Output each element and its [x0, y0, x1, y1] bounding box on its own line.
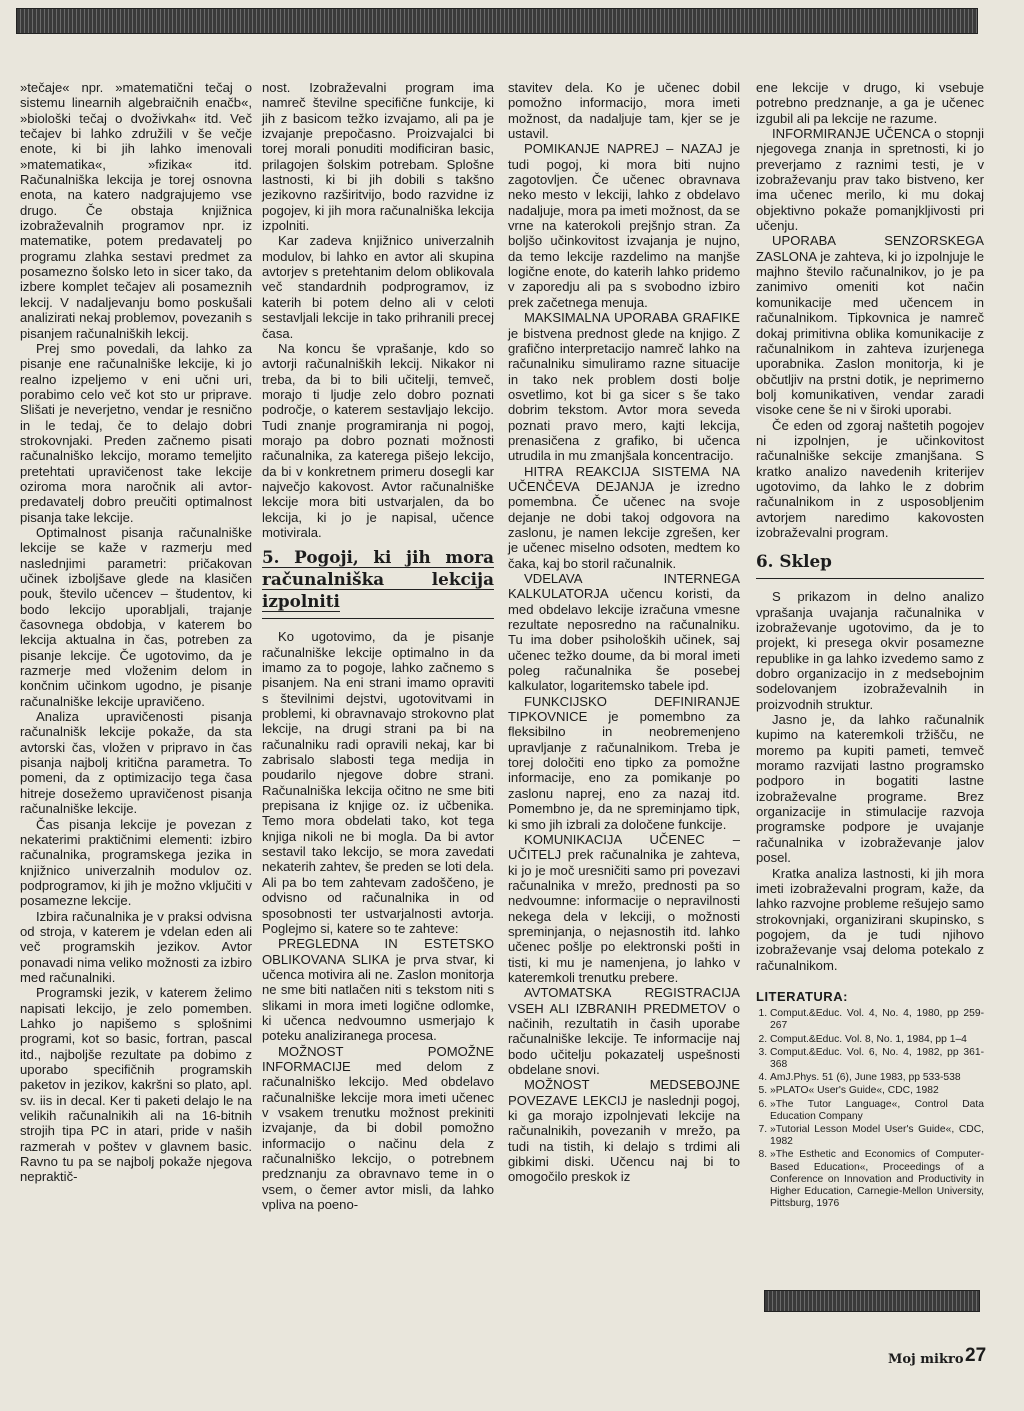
- reference-item: 6. »The Tutor Language«, Control Data Education Company: [770, 1099, 984, 1123]
- paragraph: Prej smo povedali, da lahko za pisanje ene računalniške lekcije, ki jo realno izpeljemo v eni učni uri, porabimo celo več kot sto ur priprave. Slišati je neverjetno, vendar je resnično in le tedaj, če to delajo dobri strokovnjaki. Preden začnemo pisati računalniško lekcijo, moramo temeljito pretehtati upravičenost take lekcije oziroma mora naročnik ali avtor-predavatelj dobro preučiti optimalnost pisanja take lekcije.: [20, 340, 252, 525]
- paragraph: PREGLEDNA IN ESTETSKO OBLIKOVANA SLIKA je prva stvar, ki učenca motivira ali ne. Zaslon monitorja ne sme biti natlačen niti s tekstom niti s slikami in mora imeti logične odlomke, ki učenca nedvoumno usmerjajo k poteku analiziranega procesa.: [262, 936, 494, 1044]
- reference-item: 8. »The Esthetic and Economics of Computer-Based Education«, Proceedings of a Conference on Innovation and Productivity in Higher Education, Carnegie-Mellon University, Pittsburg, 1976: [770, 1149, 984, 1210]
- top-decorative-bar: [16, 8, 978, 34]
- paragraph: Če eden od zgoraj naštetih pogojev ni izpolnjen, je učinkovitost računalniške sekcije zmanjšana. S kratko analizo navedenih kriterijev ugotovimo, da lahko le z dobrim računalnikom in z usposobljenim avtorjem naredimo kakovosten izobraževalni program.: [756, 417, 984, 540]
- section-6-heading: 6. Sklep: [756, 551, 832, 572]
- paragraph: Kratka analiza lastnosti, ki jih mora imeti izobraževalni program, kaže, da lahko razvojne probleme rešujejo samo strokovnjaki, organizirani skupinsko, s pogojem, da je tudi njihovo izobraževanje vsaj deloma potekalo z računalnikom.: [756, 865, 984, 973]
- paragraph: Jasno je, da lahko računalnik kupimo na kateremkoli tržišču, ne moremo pa kupiti pameti, temveč moramo razvijati lastno programsko podporo in bogatiti lastne izobraževalne programe. Brez organizacije in stimulacije razvoja programske podpore je uvajanje računalnika v izobraževanje jalov posel.: [756, 712, 984, 866]
- page-number: 27: [965, 1345, 987, 1366]
- magazine-name: Moj mikro: [888, 1352, 964, 1367]
- column-1: [20, 80, 252, 1185]
- column-2: [262, 80, 494, 1212]
- bottom-decorative-bar: [764, 1290, 980, 1312]
- paragraph: POMIKANJE NAPREJ – NAZAJ je tudi pogoj, ki mora biti nujno zagotovljen. Če učenec obravnava neko mesto v lekciji, lahko z obdelavo nadaljuje, mora pa imeti možnost, da se vrne na katerokoli prejšnjo stran. Za boljšo učinkovitost izvajanja je nujno, da temo lekcije razdelimo na manjše logične enote, do katerih lahko pridemo v zaporedju ali pa s svobodno izbiro prek začetnega menuja.: [508, 141, 740, 310]
- paragraph: Izbira računalnika je v praksi odvisna od stroja, v katerem je vdelan eden ali več programskih jezikov. Avtor ponavadi nima veliko možnosti za izbiro med računalniki.: [20, 908, 252, 985]
- paragraph: stavitev dela. Ko je učenec dobil pomožno informacijo, mora imeti možnost, da nadaljuje tam, kjer se je ustavil.: [508, 80, 740, 142]
- heading-rule: [262, 618, 494, 619]
- reference-item: 2. Comput.&Educ. Vol. 8, No. 1, 1984, pp 1–4: [770, 1034, 984, 1046]
- paragraph: MOŽNOST POMOŽNE INFORMACIJE med delom z računalniško lekcijo. Med obdelavo računalniške lekcije mora imeti učenec v vsakem trenutku možnost prekiniti izvajanje, da bi dobil pomožno informacijo o načinu dela z računalniško lekcijo, o potrebnem predznanju za obravnavo teme in o vsem, o čemer avtor misli, da lahko vpliva na poeno-: [262, 1043, 494, 1213]
- paragraph: Programski jezik, v katerem želimo napisati lekcijo, je zelo pomemben. Lahko jo napišemo s splošnimi programi, kot so basic, fortran, pascal itd., najboljše rezultate pa dobimo z uporabo specifičnih programskih paketov in jezikov, kakršni so plato, apl. sv. iis in decal. Ker ti paketi delajo le na velikih računalnikih ali na 16-bitnih strojih tipa PC in atari, pride v naših razmerah v poštev v glavnem basic. Ravno tu pa se najbolj pokaže njegova nepraktič-: [20, 985, 252, 1185]
- reference-item: 7. »Tutorial Lesson Model User's Guide«, CDC, 1982: [770, 1124, 984, 1148]
- paragraph: nost. Izobraževalni program ima namreč številne specifične funkcije, ki jih z basicom težko izvajamo, ali pa je izvajanje prepočasno. Proizvajalci bi torej morali ponuditi modificiran basic, prilagojen šolskim potrebam. Splošne lastnosti, ki bi jih dobili s takšno jezikovno razširitvijo, bodo razvidne iz pogojev, ki jih mora računalniška lekcija izpolniti.: [262, 80, 494, 234]
- paragraph: FUNKCIJSKO DEFINIRANJE TIPKOVNICE je pomembno za fleksibilno in neobremenjeno upravljanje z računalnikom. Treba je torej določiti eno tipko za pomožne informacije, eno za pomikanje po zaslonu naprej, eno za nazaj itd. Pomembno je, da ne spreminjamo tipk, ki smo jih izbrali za določene funkcije.: [508, 693, 740, 832]
- section-5-heading: 5. Pogoji, ki jih mora računalniška lekcija izpolniti: [262, 547, 494, 612]
- reference-item: 5. »PLATO« User's Guide«, CDC, 1982: [770, 1085, 984, 1097]
- paragraph: Analiza upravičenosti pisanja računalnišk lekcije pokaže, da sta avtorski čas, vložen v pripravo in čas pisanja najbolj kritična parametra. To pomeni, da z optimizacijo tega časa hitreje dosežemo upravičenost pisanja računalniške lekcije.: [20, 709, 252, 817]
- column-3: [508, 80, 740, 1185]
- paragraph: Ko ugotovimo, da je pisanje računalniške lekcije optimalno in da imamo za to pogoje, lahko začnemo s pisanjem. Na eni strani imamo opraviti s številnimi dejstvi, ugotovitvami in problemi, ki obravnavajo strokovno plat lekcije, na drugi strani pa bi na računalniku radi opravili nekaj, kar bi zabrisalo slabosti tega medija in poudarilo njegove dobre strani. Računalniška lekcija očitno ne sme biti prepisana iz knjige oz. iz učbenika. Temo mora obdelati tako, kot tega knjiga nikoli ne bi mogla. Da bi avtor sestavil tako lekcijo, se mora zavedati nekaterih zahtev, še preden se loti dela. Ali pa bo tem zahtevam zadoščeno, je odvisno od računalnika in od sposobnosti ter ustvarjalnosti avtorja. Poglejmo si, katere so te zahteve:: [262, 629, 494, 936]
- paragraph: AVTOMATSKA REGISTRACIJA VSEH ALI IZBRANIH PREDMETOV o načinih, rezultatih in časih uporabe računalniške lekcije. Te informacije naj bodo učitelju pokazatelj uspešnosti obdelane snovi.: [508, 985, 740, 1077]
- paragraph: MOŽNOST MEDSEBOJNE POVEZAVE LEKCIJ je naslednji pogoj, ki ga morajo izpolnjevati lekcije na računalnikih, povezanih v mrežo, pa tudi na tistih, ki delajo s trdimi ali gibkimi diski. Učencu naj bi to omogočilo preskok iz: [508, 1077, 740, 1185]
- paragraph: ene lekcije v drugo, ki vsebuje potrebno predznanje, a ga je učenec izgubil ali pa lekcije ne razume.: [756, 80, 984, 126]
- paragraph: Čas pisanja lekcije je povezan z nekaterimi praktičnimi elementi: izbiro računalnika, programskega jezika in knjižnico univerzalnih modulov oz. podprogramov, ki jih je možno vključiti v posamezne lekcije.: [20, 816, 252, 909]
- heading-rule: [756, 578, 984, 579]
- paragraph: VDELAVA INTERNEGA KALKULATORJA učencu koristi, da med obdelavo lekcije izračuna vmesne rezultate neposredno na računalniku. Tu ima dober psiholoških učinek, saj učenec težko doume, da bi moral imeti poleg računalnika še posebej kalkulator, logaritemsko tabele ipd.: [508, 571, 740, 694]
- paragraph: »tečaje« npr. »matematični tečaj o sistemu linearnih algebraičnih enačb«, »biološki tečaj o dvoživkah« itd. Več tečajev bi lahko združili v še večje enote, ki bi jih lahko imenovali »matematika«, »fizika« itd. Računalniška lekcija je torej osnovna enota, na katero nadgrajujemo vse drugo. Če obstaja knjižnica izobraževalnih programov npr. iz matematike, potem predavatelj po programu zlahka sestavi predmet za posamezno šolsko leto in sicer tako, da izbere komplet tečajev ali posameznih lekcij. V nadaljevanju bomo poskušali analizirati nekaj problemov, povezanih s pisanjem računalniških lekcij.: [20, 80, 252, 341]
- reference-item: 4. AmJ.Phys. 51 (6), June 1983, pp 533-538: [770, 1072, 984, 1084]
- reference-list: [756, 1008, 984, 1210]
- literature-title: LITERATURA:: [756, 988, 848, 1004]
- paragraph: INFORMIRANJE UČENCA o stopnji njegovega znanja in spretnosti, ki jo preverjamo z raznimi testi, je v izobraževanju prav tako bistveno, ker ima učenec merilo, ki mu dokaj objektivno pokaže pomanjkljivosti pri učenju.: [756, 126, 984, 234]
- paragraph: KOMUNIKACIJA UČENEC – UČITELJ prek računalnika je zahteva, ki jo je moč uresničiti samo pri povezavi računalnika v mrežo, prednosti pa so nedvoumne: informacije o nepravilnosti nekega dela v lekciji, o možnosti spreminjanja, o nejasnostih itd. lahko učenec pošlje po elektronski pošti in tisti, ki mu je namenjena, jo lahko v kateremkoli trenutku prebere.: [508, 831, 740, 985]
- paragraph: S prikazom in delno analizo vprašanja uvajanja računalnika v izobraževanje ugotovimo, da je to projekt, ki presega okvir posamezne republike in ga lahko izvedemo samo z dobro organizacijo in z medsebojnim sodelovanjem izobraževalnih in proizvodnih struktur.: [756, 589, 984, 712]
- paragraph: Optimalnost pisanja računalniške lekcije se kaže v razmerju med naslednjimi parametri: pričakovan učinek izboljšave glede na klasičen pouk, število učencev – študentov, ki bodo lekcijo uporabljali, trajanje časovnega obdobja, v katerem bo lekcija aktualna in čas, potreben za pisanje lekcije. Če ugotovimo, da je razmerje med vloženim delom in končnim učinkom ugodno, je pisanje računalniške lekcije upravičeno.: [20, 524, 252, 709]
- column-4: [756, 80, 984, 1212]
- paragraph: HITRA REAKCIJA SISTEMA NA UČENČEVA DEJANJA je izredno pomembna. Če učenec na svoje dejanje ne dobi takoj odgovora na zaslonu, je namen lekcije zgrešen, ker je učenec miselno odsoten, medtem ko čaka, kaj bo storil računalnik.: [508, 463, 740, 571]
- paragraph: MAKSIMALNA UPORABA GRAFIKE je bistvena prednost glede na knjigo. Z grafično interpretacijo namreč lahko na računalniku simuliramo razne situacije in tako nek problem dosti bolje osvetlimo, kot bi ga sicer s še tako dobrim tekstom. Avtor mora seveda poznati pravo mero, kajti lekcija, prenasičena z grafiko, bi učenca utrudila in mu zmanjšala koncentracijo.: [508, 310, 740, 464]
- paragraph: Na koncu še vprašanje, kdo so avtorji računalniških lekcij. Nikakor ni treba, da bi to bili učitelji, temveč, morajo ti ljudje zelo dobro poznati področje, o katerem sestavljajo lekcijo. Tudi znanje programiranja ni pogoj, morajo pa dobro poznati možnosti računalnika, za katerega pišejo lekcijo, da bi v konkretnem primeru dosegli kar največjo kakovost. Avtor računalniške lekcije mora biti ustvarjalen, da bo lekcija, ki jo je napisal, učence motivirala.: [262, 340, 494, 540]
- paragraph: UPORABA SENZORSKEGA ZASLONA je zahteva, ki jo izpolnjuje le majhno število računalnikov, jo je pa zanimivo omeniti kot način komunikacije med učencem in računalnikom. Tipkovnica je namreč dokaj primitivna oblika komunikacije z računalnikom in zahteva izurjenega uporabnika. Zaslon monitorja, ki je občutljiv na prstni dotik, je neprimerno bolj komunikativen, vendar zaradi visoke cene še ni v široki uporabi.: [756, 233, 984, 418]
- reference-item: 1. Comput.&Educ. Vol. 4, No. 4, 1980, pp 259-267: [770, 1008, 984, 1032]
- paragraph: Kar zadeva knjižnico univerzalnih modulov, bi lahko en avtor ali skupina avtorjev s pretehtanim delom oblikovala več standardnih podprogramov, iz katerih bi potem delno ali v celoti sestavljali lekcije in tako prihranili precej časa.: [262, 233, 494, 341]
- reference-item: 3. Comput.&Educ. Vol. 6, No. 4, 1982, pp 361-368: [770, 1047, 984, 1071]
